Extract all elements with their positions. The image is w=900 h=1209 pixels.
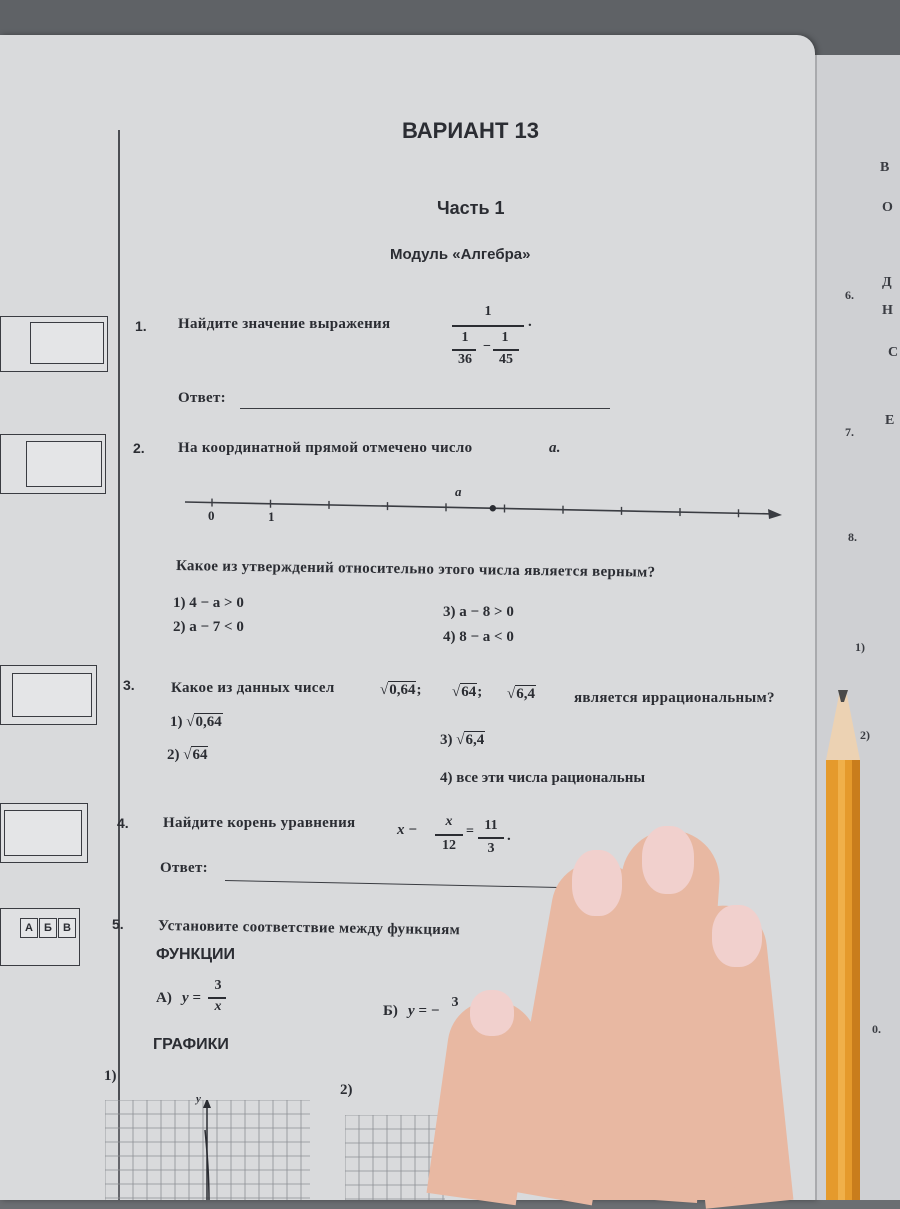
q1-d1-bar xyxy=(452,349,476,351)
q2-option-1[interactable]: 1) 4 − a > 0 xyxy=(173,595,244,611)
q2-text: На координатной прямой отмечено число xyxy=(178,440,473,456)
q3-root-3: √6,4 xyxy=(507,686,535,702)
q4-number: 4. xyxy=(117,815,129,831)
q4-f1-num: x xyxy=(445,814,453,829)
abv-cell-v[interactable]: В xyxy=(58,918,76,938)
variant-title: ВАРИАНТ 13 xyxy=(402,118,539,143)
functions-heading: ФУНКЦИИ xyxy=(156,946,236,963)
q1-minus: − xyxy=(483,339,491,354)
q4-equals: = xyxy=(466,824,474,839)
q4-f1-bar xyxy=(435,834,463,836)
right-page-text-12: 0. xyxy=(872,1022,881,1036)
q1-answer-label: Ответ: xyxy=(178,390,226,406)
q2-option-3[interactable]: 3) a − 8 > 0 xyxy=(443,604,514,620)
q4-period: . xyxy=(507,828,512,844)
graph-1-label: 1) xyxy=(104,1068,117,1084)
q3-root-2-value: 64 xyxy=(461,684,477,700)
graph-1-y-label: y xyxy=(196,1093,201,1105)
q3-number: 3. xyxy=(123,677,135,693)
q3-text-end: является иррациональным? xyxy=(574,690,775,706)
q3-sep-2: ; xyxy=(477,684,483,700)
q1-period: . xyxy=(528,314,533,330)
function-a-den: x xyxy=(214,999,222,1014)
right-page-text-7: 7. xyxy=(845,425,854,439)
right-page-text-10: 1) xyxy=(855,640,865,654)
right-page-text-4: Д xyxy=(882,275,892,290)
q2-option-4[interactable]: 4) 8 − a < 0 xyxy=(443,629,514,645)
function-b-num: 3 xyxy=(451,995,459,1010)
q2-var: a. xyxy=(549,440,561,456)
q3-option-2[interactable]: 2) √64 xyxy=(167,747,208,763)
right-page-text-3: 6. xyxy=(845,288,854,302)
answer-cell-1[interactable] xyxy=(30,322,104,364)
number-line-point-a xyxy=(490,505,496,511)
right-page-text-6: С xyxy=(888,345,899,360)
axis-label-0: 0 xyxy=(208,508,215,523)
q1-d1-den: 36 xyxy=(458,352,472,367)
axis-label-1: 1 xyxy=(268,509,275,524)
q1-d1-num: 1 xyxy=(461,330,469,345)
right-page-text-11: 2) xyxy=(860,728,870,742)
pencil xyxy=(812,690,872,1200)
q4-answer-label: Ответ: xyxy=(160,860,208,876)
q5-text: Установите соответствие между функциям xyxy=(157,918,461,939)
abv-cell-b[interactable]: Б xyxy=(39,918,57,938)
graph-2-label: 2) xyxy=(340,1082,353,1098)
q1-answer-line[interactable] xyxy=(240,408,610,409)
graphs-heading: ГРАФИКИ xyxy=(153,1036,229,1053)
q2-question: Какое из утверждений относительно этого числа является верным? xyxy=(175,558,656,581)
q1-fraction-bar xyxy=(452,325,524,327)
q3-option-3[interactable]: 3) √6,4 xyxy=(440,732,485,748)
q4-f2-num: 11 xyxy=(484,818,498,833)
q2-number: 2. xyxy=(133,440,145,456)
module-title: Модуль «Алгебра» xyxy=(390,246,531,263)
q3-option-2-prefix: 2) xyxy=(167,747,180,763)
right-page-text-5: Н xyxy=(882,303,893,318)
q3-option-1-value: 0,64 xyxy=(195,714,222,730)
q3-option-3-prefix: 3) xyxy=(440,732,453,748)
right-page-text-2: О xyxy=(882,200,893,215)
q3-option-1[interactable]: 1) √0,64 xyxy=(170,714,222,730)
q1-numerator: 1 xyxy=(484,304,492,319)
q3-root-3-value: 6,4 xyxy=(516,686,535,702)
q3-option-2-value: 64 xyxy=(192,747,208,763)
q1-text: Найдите значение выражения xyxy=(178,316,391,332)
q4-f2-den: 3 xyxy=(487,841,495,856)
function-b-label: Б) xyxy=(383,1003,398,1019)
graph-1-grid xyxy=(105,1100,315,1200)
function-a-label: А) xyxy=(156,990,172,1006)
q4-f1-den: 12 xyxy=(442,838,456,853)
q1-d2-den: 45 xyxy=(499,352,513,367)
right-page-text-1: В xyxy=(880,160,890,175)
right-page-text-9: 8. xyxy=(848,530,857,544)
q1-number: 1. xyxy=(135,318,147,334)
q3-root-2: √64; xyxy=(452,684,483,700)
q4-f2-bar xyxy=(478,837,504,839)
q2-option-2[interactable]: 2) a − 7 < 0 xyxy=(173,619,244,635)
abv-cell-a[interactable]: А xyxy=(20,918,38,938)
q3-sep-1: ; xyxy=(416,682,422,698)
q3-text-start: Какое из данных чисел xyxy=(171,680,335,696)
answer-cell-2[interactable] xyxy=(26,441,102,487)
q3-root-1-value: 0,64 xyxy=(389,682,416,698)
function-a-expr: y = xyxy=(182,990,201,1006)
q4-text: Найдите корень уравнения xyxy=(163,815,356,831)
right-page-text-8: Е xyxy=(885,413,895,428)
q3-root-1: √0,64; xyxy=(380,682,422,698)
q3-option-1-prefix: 1) xyxy=(170,714,183,730)
function-b-expr: y = − xyxy=(408,1003,440,1019)
answer-cell-3[interactable] xyxy=(12,673,92,717)
q3-option-4[interactable]: 4) все эти числа рациональны xyxy=(440,770,646,786)
margin-line xyxy=(118,130,120,1200)
q5-number: 5. xyxy=(112,916,124,932)
q1-d2-num: 1 xyxy=(501,330,509,345)
function-a-num: 3 xyxy=(214,978,222,993)
q3-option-3-value: 6,4 xyxy=(465,732,485,748)
q1-d2-bar xyxy=(493,349,519,351)
axis-point-label: a xyxy=(455,484,462,499)
q4-x: x − xyxy=(397,822,418,838)
answer-cell-4[interactable] xyxy=(4,810,82,856)
part-title: Часть 1 xyxy=(437,198,505,218)
